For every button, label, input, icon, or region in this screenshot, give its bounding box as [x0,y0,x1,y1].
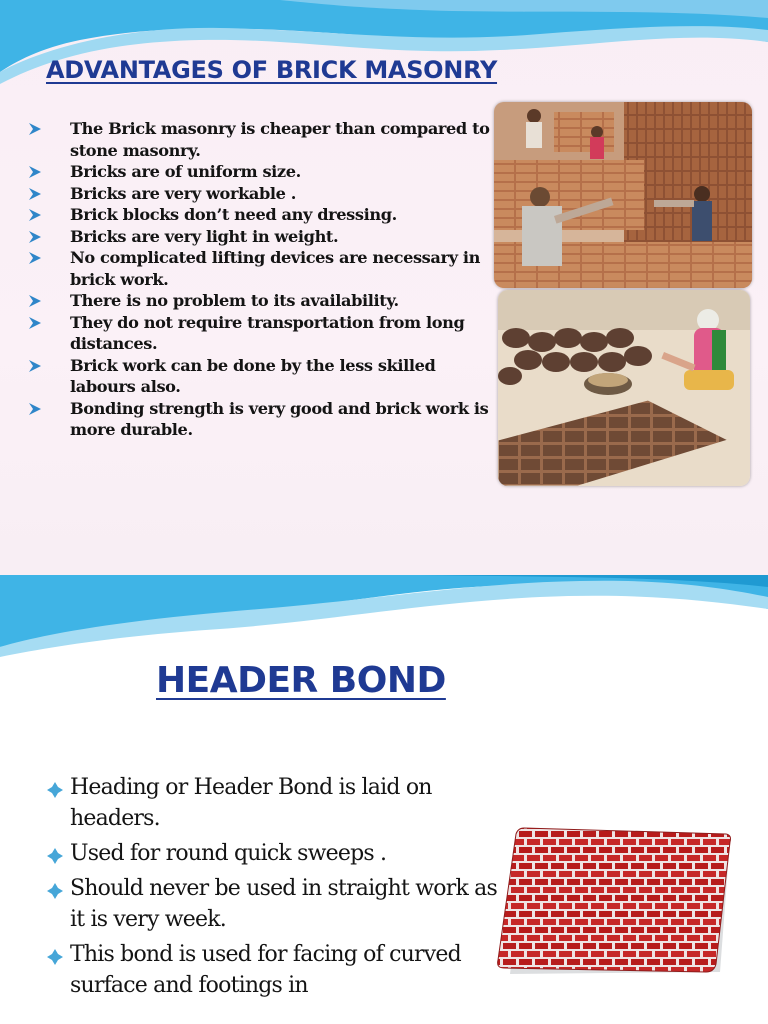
list-item: Bricks are of uniform size. [28,161,490,183]
list-item: Bricks are very workable . [28,183,490,205]
arrow-bullet-icon [28,402,42,416]
header-bond-list [46,772,516,1005]
diamond-bullet-icon [46,882,64,900]
list-item: This bond is used for facing of curved surface and footings in [46,939,516,1001]
arrow-bullet-icon [28,251,42,265]
arrow-bullet-icon [28,187,42,201]
list-item: They do not require transportation from long distances. [28,312,490,355]
list-item: No complicated lifting devices are necessary in brick work. [28,247,490,290]
list-item: Used for round quick sweeps . [46,838,516,869]
arrow-bullet-icon [28,208,42,222]
top-wave-decoration [0,575,768,661]
list-item: Brick work can be done by the less skilled labours also. [28,355,490,398]
list-item: Should never be used in straight work as it is very week. [46,873,516,935]
brick-yard-illustration [494,102,752,288]
arrow-bullet-icon [28,294,42,308]
list-item: Bonding strength is very good and brick work is more durable. [28,398,490,441]
list-item: There is no problem to its availability. [28,290,490,312]
list-item: Heading or Header Bond is laid on headers. [46,772,516,834]
workers-stacking-bricks-photo [494,102,752,288]
advantages-list [28,118,490,441]
clay-brick-molding-illustration [498,290,750,486]
arrow-bullet-icon [28,165,42,179]
arrow-bullet-icon [28,316,42,330]
arrow-bullet-icon [28,359,42,373]
arrow-bullet-icon [28,230,42,244]
diamond-bullet-icon [46,781,64,799]
woman-molding-clay-bricks-photo [498,290,750,486]
diamond-bullet-icon [46,847,64,865]
diamond-bullet-icon [46,948,64,966]
page-title: ADVANTAGES OF BRICK MASONRY [46,56,498,84]
list-item: Brick blocks don’t need any dressing. [28,204,490,226]
header-bond-brick-wall-illustration [494,822,734,976]
list-item: The Brick masonry is cheaper than compared to stone masonry. [28,118,490,161]
top-wave-decoration [0,0,768,110]
arrow-bullet-icon [28,122,42,136]
page-title: HEADER BOND [156,660,446,701]
list-item: Bricks are very light in weight. [28,226,490,248]
